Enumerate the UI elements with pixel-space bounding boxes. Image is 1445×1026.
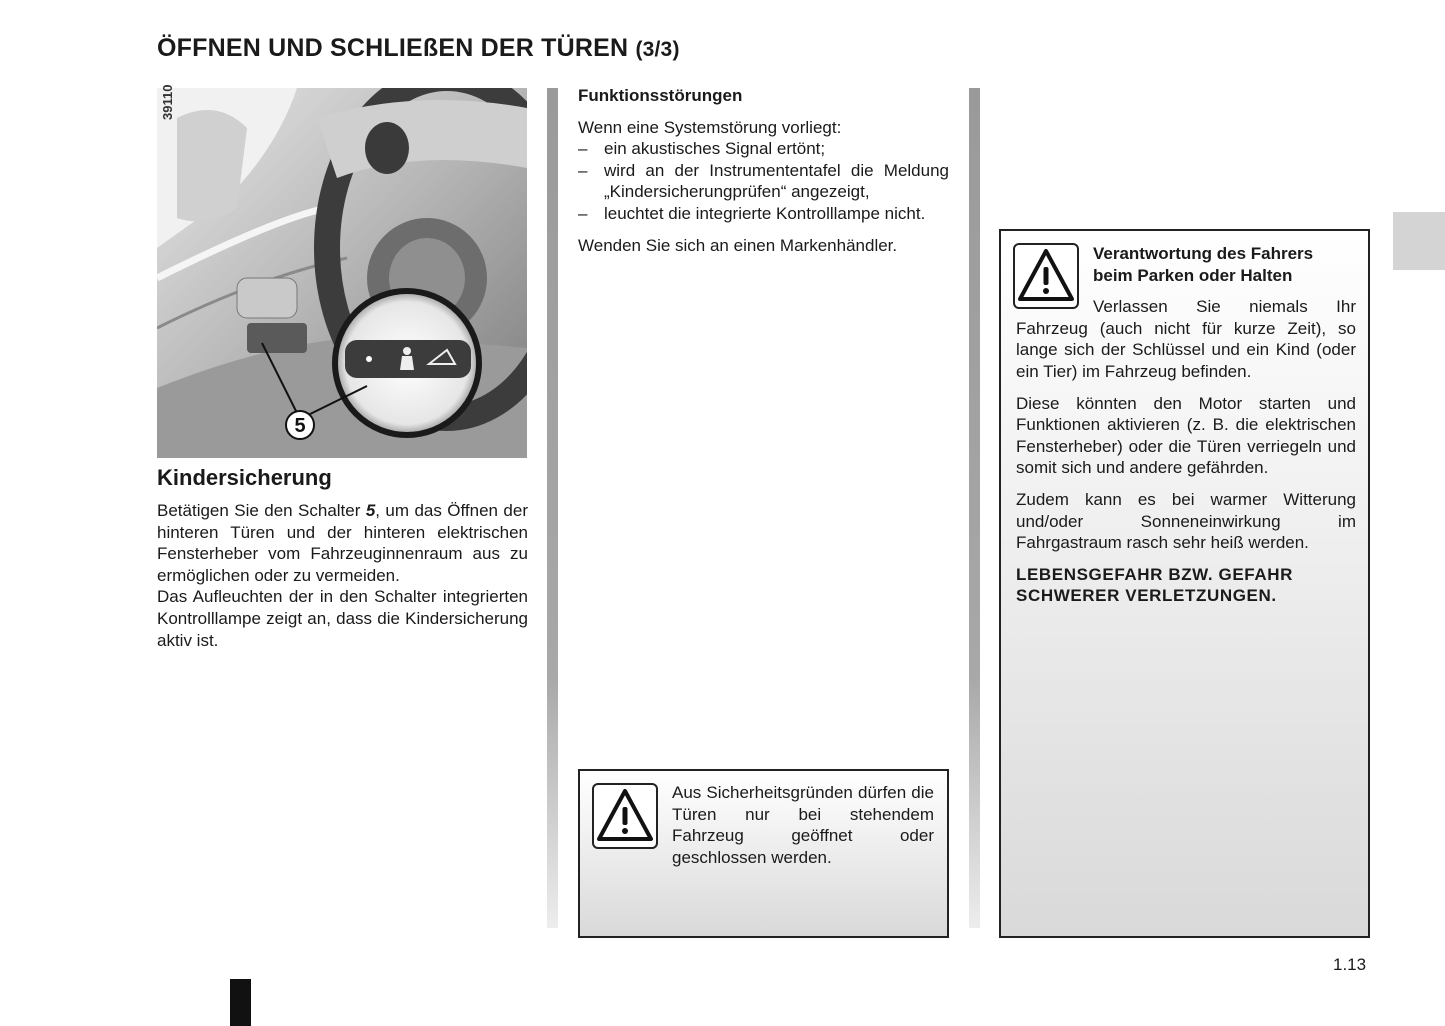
left-paragraph-1: Betätigen Sie den Schalter 5, um das Öffnen der hinteren Türen und der hinteren elektrischen Fensterheber vom Fahrzeuginnenraum aus zu ermöglichen oder zu vermeiden. bbox=[157, 501, 528, 585]
driver-responsibility-text bbox=[1016, 243, 1356, 617]
switch-reference: 5 bbox=[365, 501, 376, 520]
list-item: – ein akustisches Signal ertönt; bbox=[578, 138, 949, 160]
door-panel-photo bbox=[157, 88, 527, 458]
print-marker bbox=[230, 979, 251, 1026]
page-title: ÖFFNEN UND SCHLIEßEN DER TÜREN (3/3) bbox=[157, 34, 680, 62]
title-suffix: (3/3) bbox=[635, 38, 680, 61]
middle-column bbox=[578, 85, 949, 256]
malfunction-intro: Wenn eine Systemstörung vorliegt: bbox=[578, 117, 842, 137]
safety-warning-text: Aus Sicherheitsgründen dürfen die Türen nur bei stehendem Fahrzeug geöffnet oder geschlossen werden. bbox=[672, 783, 934, 867]
section-heading-kindersicherung: Kindersicherung bbox=[157, 465, 332, 490]
right-paragraph-3: Zudem kann es bei warmer Witterung und/oder Sonneneinwirkung im Fahrgastraum rasch sehr heiß werden. bbox=[1016, 489, 1356, 553]
malfunction-outro: Wenden Sie sich an einen Markenhändler. bbox=[578, 235, 898, 255]
figure-id: 39110 bbox=[160, 84, 175, 120]
list-item: – wird an der Instrumententafel die Meldung „Kindersicherungprüfen“ angezeigt, bbox=[578, 160, 949, 203]
left-paragraph-2: Das Aufleuchten der in den Schalter integrierten Kontrolllampe zeigt an, dass die Kindersicherung aktiv ist. bbox=[157, 587, 528, 650]
right-paragraph-2: Diese könnten den Motor starten und Funktionen aktivieren (z. B. die elektrischen Fensterheber) oder die Türen verriegeln und somit sich und andere gefährden. bbox=[1016, 393, 1356, 478]
warning-title: Verantwortung des Fahrers beim Parken oder Halten bbox=[1093, 244, 1314, 285]
column-divider-2 bbox=[969, 88, 980, 928]
danger-notice: LEBENSGEFAHR BZW. GEFAHR SCHWERER VERLETZUNGEN. bbox=[1016, 564, 1293, 606]
door-panel-illustration bbox=[157, 88, 527, 458]
column-divider-1 bbox=[547, 88, 558, 928]
right-paragraph-1: Verlassen Sie niemals Ihr Fahrzeug (auch nicht für kurze Zeit), so lange sich der Schlüssel und ein Kind (oder ein Tier) im Fahrzeug befinden. bbox=[1016, 297, 1356, 381]
warning-triangle-icon bbox=[592, 783, 658, 849]
callout-5: 5 bbox=[294, 415, 306, 437]
page-number: 1.13 bbox=[1333, 955, 1367, 974]
driver-responsibility-warning-box bbox=[999, 229, 1370, 938]
chapter-tab bbox=[1393, 212, 1445, 270]
left-column-text bbox=[157, 500, 528, 651]
subheading-funktionsstoerungen: Funktionsstörungen bbox=[578, 86, 743, 105]
list-item: – leuchtet die integrierte Kontrolllampe nicht. bbox=[578, 203, 949, 225]
malfunction-list bbox=[578, 138, 949, 224]
safety-warning-box bbox=[578, 769, 949, 938]
